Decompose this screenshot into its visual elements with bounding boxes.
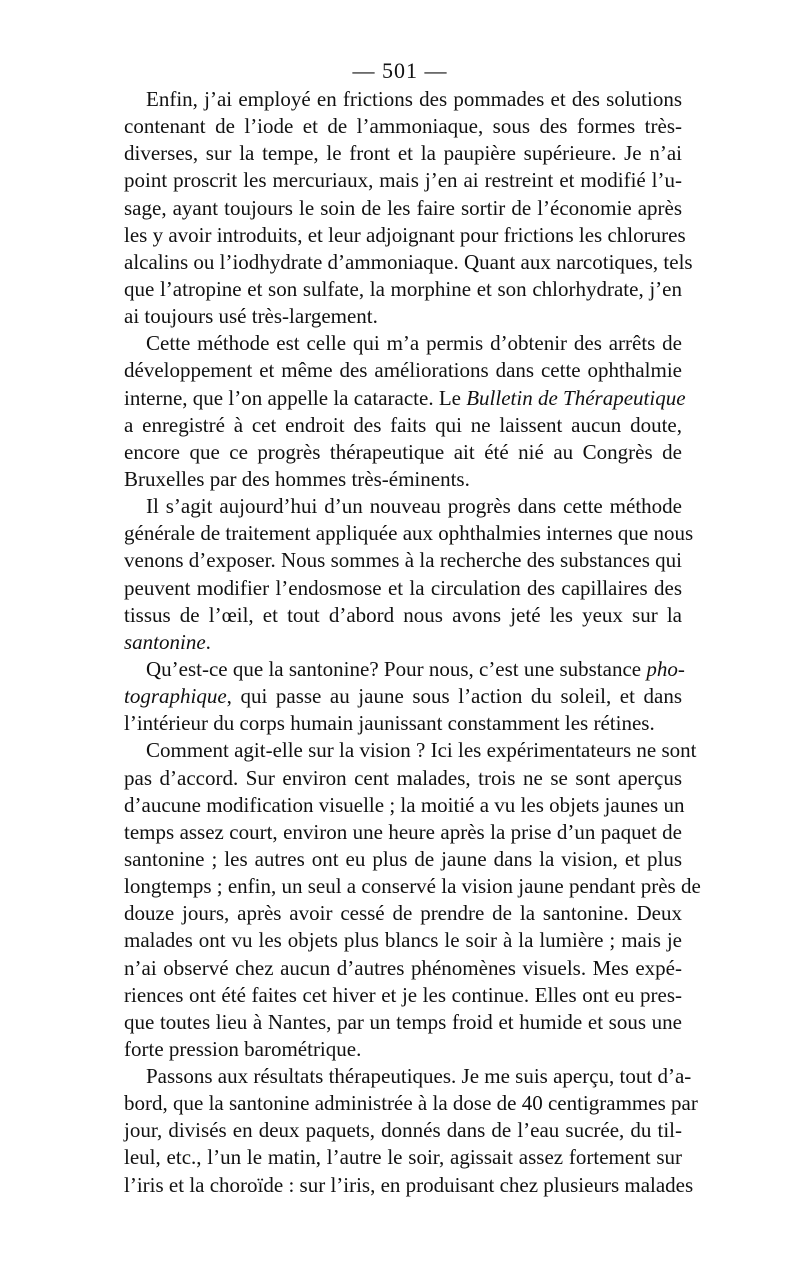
text-line: développement et même des améliorations dans cette ophthalmie bbox=[124, 358, 682, 383]
text-line: longtemps ; enfin, un seul a conservé la vision jaune pendant près de bbox=[124, 874, 701, 899]
text-line: Enfin, j’ai employé en frictions des pommades et des solutions bbox=[146, 87, 682, 111]
text-line: encore que ce progrès thérapeutique ait été nié au Congrès de bbox=[124, 439, 682, 464]
italic-text: Bulletin de Thérapeutique bbox=[466, 385, 686, 410]
italic-text: tographique bbox=[124, 684, 227, 709]
text-line: diverses, sur la tempe, le front et la paupière supérieure. Je n’ai bbox=[124, 141, 682, 166]
text-segment: . bbox=[205, 629, 211, 654]
text-line: tissus de l’œil, et tout d’abord nous avons jeté les yeux sur la bbox=[124, 602, 682, 627]
text-line: a enregistré à cet endroit des faits qui ne laissent aucun doute, bbox=[124, 412, 682, 437]
text-line: sage, ayant toujours le soin de les faire sortir de l’économie après bbox=[124, 195, 682, 220]
text-line bbox=[124, 629, 682, 656]
text-line: douze jours, après avoir cessé de prendre de la santonine. Deux bbox=[124, 901, 682, 926]
text-line: leul, etc., l’un le matin, l’autre le soir, agissait assez fortement sur bbox=[124, 1145, 682, 1170]
italic-text: pho- bbox=[646, 656, 685, 681]
text-line: que toutes lieu à Nantes, par un temps froid et humide et sous une bbox=[124, 1009, 682, 1034]
text-line: alcalins ou l’iodhydrate d’ammoniaque. Quant aux narcotiques, tels bbox=[124, 249, 693, 274]
text-line: peuvent modifier l’endosmose et la circulation des capillaires des bbox=[124, 575, 682, 600]
text-line: bord, que la santonine administrée à la dose de 40 centigrammes par bbox=[124, 1091, 698, 1116]
text-line bbox=[124, 683, 682, 710]
text-line: forte pression barométrique. bbox=[124, 1036, 362, 1061]
text-line: que l’atropine et son sulfate, la morphine et son chlorhydrate, j’en bbox=[124, 276, 682, 301]
text-line: jour, divisés en deux paquets, donnés dans de l’eau sucrée, du til- bbox=[124, 1118, 682, 1143]
text-line: pas d’accord. Sur environ cent malades, trois ne se sont aperçus bbox=[124, 765, 682, 790]
text-line: contenant de l’iode et de l’ammoniaque, sous des formes très- bbox=[124, 114, 682, 139]
text-line: Bruxelles par des hommes très-éminents. bbox=[124, 466, 470, 491]
text-line: malades ont vu les objets plus blancs le soir à la lumière ; mais je bbox=[124, 928, 682, 953]
text-line: santonine ; les autres ont eu plus de jaune dans la vision, et plus bbox=[124, 846, 682, 871]
text-segment: , qui passe au jaune sous l’action du soleil, et dans bbox=[226, 684, 682, 709]
text-line: point proscrit les mercuriaux, mais j’en ai restreint et modifié l’u- bbox=[124, 168, 682, 193]
text-line: ai toujours usé très-largement. bbox=[124, 304, 378, 329]
text-line: l’iris et la choroïde : sur l’iris, en produisant chez plusieurs malades bbox=[124, 1172, 694, 1197]
text-line: Comment agit-elle sur la vision ? Ici les expérimentateurs ne sont bbox=[146, 738, 697, 763]
text-line: Il s’agit aujourd’hui d’un nouveau progrès dans cette méthode bbox=[146, 494, 682, 519]
text-line: les y avoir introduits, et leur adjoignant pour frictions les chlorures bbox=[124, 222, 686, 247]
text-line: riences ont été faites cet hiver et je les continue. Elles ont eu pres- bbox=[124, 982, 682, 1007]
page-number: — 501 — bbox=[352, 58, 448, 83]
text-line bbox=[124, 656, 685, 683]
text-line: venons d’exposer. Nous sommes à la recherche des substances qui bbox=[124, 548, 682, 573]
text-segment: Qu’est-ce que la santonine? Pour nous, c’est une substance bbox=[146, 656, 647, 681]
text-line: n’ai observé chez aucun d’autres phénomènes visuels. Mes expé- bbox=[124, 955, 682, 980]
text-line: générale de traitement appliquée aux ophthalmies internes que nous bbox=[124, 521, 694, 546]
italic-text: santonine bbox=[124, 629, 206, 654]
body-text bbox=[124, 86, 701, 1199]
text-line bbox=[124, 385, 686, 412]
text-line: d’aucune modification visuelle ; la moitié a vu les objets jaunes un bbox=[124, 792, 685, 817]
text-line: Passons aux résultats thérapeutiques. Je me suis aperçu, tout d’a- bbox=[146, 1064, 692, 1089]
text-segment: interne, que l’on appelle la cataracte. Le bbox=[124, 385, 467, 410]
text-line: Cette méthode est celle qui m’a permis d’obtenir des arrêts de bbox=[146, 331, 682, 356]
text-line: temps assez court, environ une heure après la prise d’un paquet de bbox=[124, 819, 682, 844]
text-line: l’intérieur du corps humain jaunissant constamment les rétines. bbox=[124, 711, 655, 736]
